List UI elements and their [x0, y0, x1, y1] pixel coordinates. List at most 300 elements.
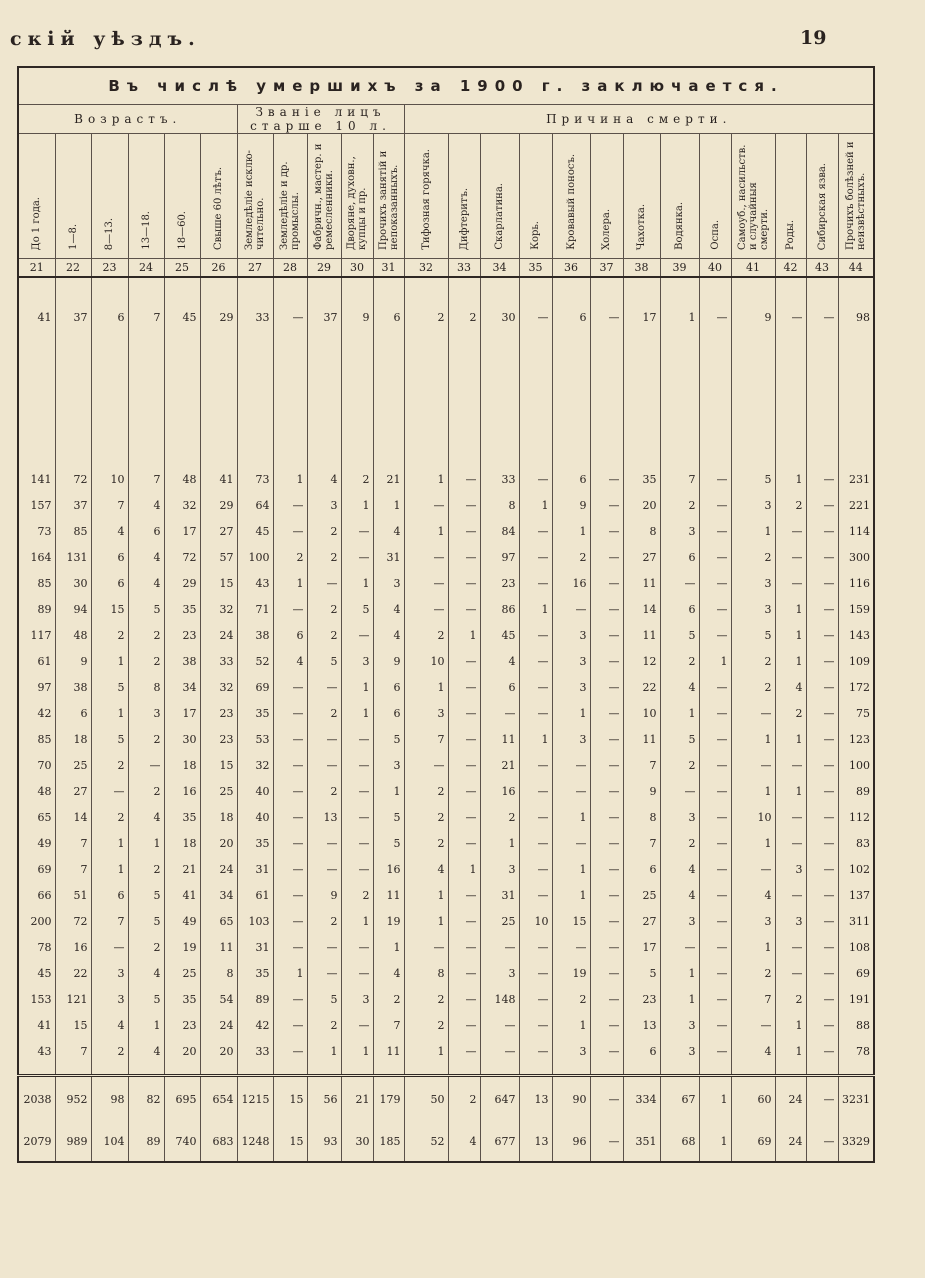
- table-cell: 3: [775, 908, 806, 934]
- table-cell: 16: [480, 778, 519, 804]
- table-cell: 1: [775, 596, 806, 622]
- table-cell: 40: [237, 778, 273, 804]
- table-cell: 1: [660, 700, 699, 726]
- table-cell: 41: [18, 277, 55, 356]
- table-row: [18, 778, 874, 804]
- table-cell: 23: [164, 1012, 200, 1038]
- table-cell: 4: [373, 518, 404, 544]
- table-cell: —: [307, 934, 341, 960]
- table-cell: 7: [731, 986, 775, 1012]
- table-cell: 23: [164, 622, 200, 648]
- column-number: 26: [200, 259, 237, 278]
- table-cell: —: [806, 778, 838, 804]
- table-cell: 4: [128, 960, 164, 986]
- table-cell: 13: [519, 1076, 552, 1122]
- table-cell: —: [480, 700, 519, 726]
- table-cell: 143: [838, 622, 874, 648]
- table-cell: 15: [55, 1012, 91, 1038]
- table-cell: 35: [237, 700, 273, 726]
- table-cell: 1: [273, 466, 307, 492]
- table-cell: 45: [164, 277, 200, 356]
- table-cell: —: [519, 570, 552, 596]
- table-cell: 23: [200, 700, 237, 726]
- column-number: 24: [128, 259, 164, 278]
- table-cell: 73: [18, 518, 55, 544]
- table-cell: —: [273, 674, 307, 700]
- table-cell: —: [806, 934, 838, 960]
- table-cell: 37: [307, 277, 341, 356]
- table-cell: 137: [838, 882, 874, 908]
- table-cell: —: [552, 830, 590, 856]
- table-cell: 21: [373, 466, 404, 492]
- table-cell: 4: [731, 1038, 775, 1064]
- table-cell: 2: [128, 934, 164, 960]
- table-cell: 3: [404, 700, 448, 726]
- spacer-row: [18, 356, 874, 466]
- table-cell: 5: [731, 466, 775, 492]
- table-cell: 1: [307, 1038, 341, 1064]
- table-cell: —: [590, 908, 623, 934]
- table-cell: —: [448, 908, 480, 934]
- table-cell: 1215: [237, 1076, 273, 1122]
- column-header: [164, 134, 200, 259]
- column-header-label: Скарлатина.: [494, 183, 505, 250]
- table-cell: 33: [480, 466, 519, 492]
- table-cell: 2: [91, 752, 128, 778]
- table-cell: 4: [128, 804, 164, 830]
- table-cell: —: [806, 986, 838, 1012]
- table-cell: —: [806, 700, 838, 726]
- table-cell: 1: [404, 518, 448, 544]
- table-cell: 7: [55, 1038, 91, 1064]
- table-cell: 3: [307, 492, 341, 518]
- table-cell: —: [590, 856, 623, 882]
- table-cell: 94: [55, 596, 91, 622]
- table-cell: 90: [552, 1076, 590, 1122]
- table-cell: 33: [200, 648, 237, 674]
- table-cell: 30: [164, 726, 200, 752]
- table-cell: 25: [623, 882, 660, 908]
- table-cell: —: [806, 752, 838, 778]
- table-cell: 5: [660, 622, 699, 648]
- table-cell: —: [307, 830, 341, 856]
- table-cell: 37: [55, 492, 91, 518]
- table-cell: 1: [404, 466, 448, 492]
- table-cell: 89: [838, 778, 874, 804]
- table-cell: 78: [18, 934, 55, 960]
- table-cell: 6: [273, 622, 307, 648]
- table-cell: 78: [838, 1038, 874, 1064]
- table-cell: 1: [273, 960, 307, 986]
- column-header: [373, 134, 404, 259]
- table-cell: —: [448, 596, 480, 622]
- table-cell: —: [660, 778, 699, 804]
- table-cell: —: [307, 752, 341, 778]
- table-cell: 3: [552, 622, 590, 648]
- table-cell: 4: [128, 544, 164, 570]
- table-cell: 3: [552, 674, 590, 700]
- table-row: [18, 1012, 874, 1038]
- table-cell: —: [519, 752, 552, 778]
- table-cell: —: [699, 492, 731, 518]
- table-cell: 18: [55, 726, 91, 752]
- table-cell: 9: [341, 277, 373, 356]
- table-cell: —: [806, 544, 838, 570]
- table-cell: 20: [623, 492, 660, 518]
- table-cell: —: [806, 1121, 838, 1162]
- table-cell: 4: [373, 622, 404, 648]
- table-cell: 85: [18, 726, 55, 752]
- table-row: [18, 960, 874, 986]
- column-header-label: Чахотка.: [636, 203, 647, 250]
- table-cell: 23: [623, 986, 660, 1012]
- table-cell: 7: [623, 752, 660, 778]
- column-header: [404, 134, 448, 259]
- table-cell: 4: [91, 1012, 128, 1038]
- table-cell: 65: [200, 908, 237, 934]
- table-cell: 97: [480, 544, 519, 570]
- table-cell: —: [806, 518, 838, 544]
- table-cell: 351: [623, 1121, 660, 1162]
- table-cell: 15: [273, 1121, 307, 1162]
- table-cell: 6: [552, 466, 590, 492]
- table-cell: 2: [404, 277, 448, 356]
- table-cell: 654: [200, 1076, 237, 1122]
- table-cell: —: [699, 622, 731, 648]
- table-cell: 69: [838, 960, 874, 986]
- table-cell: 2: [448, 1076, 480, 1122]
- table-cell: 71: [237, 596, 273, 622]
- table-cell: 89: [18, 596, 55, 622]
- table-cell: —: [404, 596, 448, 622]
- column-number: 30: [341, 259, 373, 278]
- table-cell: 3: [775, 856, 806, 882]
- table-cell: 13: [519, 1121, 552, 1162]
- table-cell: 25: [164, 960, 200, 986]
- table-row: [18, 830, 874, 856]
- table-cell: 1: [273, 570, 307, 596]
- table-cell: 10: [731, 804, 775, 830]
- table-cell: 1: [731, 518, 775, 544]
- table-cell: —: [341, 518, 373, 544]
- table-cell: 3: [480, 856, 519, 882]
- table-cell: 15: [91, 596, 128, 622]
- table-cell: —: [660, 934, 699, 960]
- table-cell: —: [806, 674, 838, 700]
- table-cell: 29: [200, 492, 237, 518]
- table-cell: 11: [480, 726, 519, 752]
- column-number: 40: [699, 259, 731, 278]
- table-cell: —: [91, 778, 128, 804]
- table-cell: 34: [200, 882, 237, 908]
- column-header: [55, 134, 91, 259]
- column-header: [806, 134, 838, 259]
- table-cell: 52: [404, 1121, 448, 1162]
- table-cell: —: [775, 277, 806, 356]
- table-cell: 11: [200, 934, 237, 960]
- table-cell: —: [519, 856, 552, 882]
- column-header-label: Кровавый поносъ.: [565, 154, 577, 250]
- table-cell: —: [590, 804, 623, 830]
- table-cell: 37: [55, 277, 91, 356]
- table-cell: 21: [164, 856, 200, 882]
- table-cell: 1: [552, 882, 590, 908]
- table-cell: 103: [237, 908, 273, 934]
- table-cell: 35: [164, 804, 200, 830]
- table-cell: —: [448, 466, 480, 492]
- table-cell: 11: [373, 1038, 404, 1064]
- table-row: [18, 622, 874, 648]
- table-cell: —: [590, 986, 623, 1012]
- table-cell: 15: [200, 570, 237, 596]
- table-cell: 2: [91, 622, 128, 648]
- table-cell: 35: [237, 960, 273, 986]
- table-cell: 38: [237, 622, 273, 648]
- column-number: 22: [55, 259, 91, 278]
- table-cell: 30: [55, 570, 91, 596]
- table-cell: 72: [164, 544, 200, 570]
- table-cell: 2: [341, 882, 373, 908]
- table-cell: —: [273, 596, 307, 622]
- table-cell: 4: [128, 1038, 164, 1064]
- table-cell: 3329: [838, 1121, 874, 1162]
- table-cell: —: [775, 544, 806, 570]
- table-cell: 6: [91, 277, 128, 356]
- table-cell: —: [806, 1012, 838, 1038]
- table-cell: —: [775, 882, 806, 908]
- table-cell: —: [699, 1012, 731, 1038]
- table-cell: —: [806, 492, 838, 518]
- table-cell: 740: [164, 1121, 200, 1162]
- table-cell: 2: [341, 466, 373, 492]
- table-cell: 1: [552, 518, 590, 544]
- table-cell: 1: [775, 726, 806, 752]
- table-cell: 7: [55, 856, 91, 882]
- table-cell: 2: [91, 804, 128, 830]
- table-cell: 7: [128, 277, 164, 356]
- table-cell: 4: [775, 674, 806, 700]
- table-cell: 9: [55, 648, 91, 674]
- table-cell: —: [448, 804, 480, 830]
- totals-row: [18, 1121, 874, 1162]
- table-cell: 13: [307, 804, 341, 830]
- table-cell: 84: [480, 518, 519, 544]
- table-cell: 20: [200, 1038, 237, 1064]
- table-cell: —: [590, 277, 623, 356]
- column-header: [660, 134, 699, 259]
- table-cell: —: [590, 492, 623, 518]
- table-cell: 21: [480, 752, 519, 778]
- table-cell: —: [590, 778, 623, 804]
- column-header: [775, 134, 806, 259]
- table-cell: —: [775, 830, 806, 856]
- table-cell: 121: [55, 986, 91, 1012]
- column-header: [307, 134, 341, 259]
- table-cell: —: [448, 544, 480, 570]
- table-cell: 69: [237, 674, 273, 700]
- table-cell: 57: [200, 544, 237, 570]
- table-cell: 3: [552, 1038, 590, 1064]
- table-cell: 2: [128, 622, 164, 648]
- column-header: [838, 134, 874, 259]
- mortality-table: [17, 66, 875, 1163]
- table-cell: 4: [373, 596, 404, 622]
- table-cell: —: [590, 1012, 623, 1038]
- table-cell: 2038: [18, 1076, 55, 1122]
- column-number: 28: [273, 259, 307, 278]
- table-cell: —: [519, 830, 552, 856]
- table-cell: —: [341, 726, 373, 752]
- table-cell: —: [806, 1076, 838, 1122]
- table-cell: 5: [128, 596, 164, 622]
- table-cell: 1: [552, 856, 590, 882]
- table-cell: —: [806, 570, 838, 596]
- table-cell: 6: [623, 856, 660, 882]
- column-header: [91, 134, 128, 259]
- table-cell: 2: [307, 596, 341, 622]
- table-cell: —: [806, 648, 838, 674]
- table-cell: 2: [731, 674, 775, 700]
- table-cell: 98: [838, 277, 874, 356]
- table-row: [18, 1038, 874, 1064]
- table-cell: —: [273, 518, 307, 544]
- table-row: [18, 544, 874, 570]
- table-cell: 38: [164, 648, 200, 674]
- table-cell: 2: [552, 544, 590, 570]
- table-cell: 1: [775, 466, 806, 492]
- table-cell: 2: [480, 804, 519, 830]
- table-cell: —: [590, 1076, 623, 1122]
- table-cell: 17: [623, 934, 660, 960]
- table-cell: 6: [373, 277, 404, 356]
- table-cell: 3: [660, 518, 699, 544]
- table-cell: 3: [731, 570, 775, 596]
- table-cell: 695: [164, 1076, 200, 1122]
- table-cell: —: [590, 726, 623, 752]
- column-header-label: Роды.: [785, 219, 796, 250]
- table-cell: 6: [480, 674, 519, 700]
- table-cell: —: [480, 1038, 519, 1064]
- column-header: [341, 134, 373, 259]
- table-cell: —: [519, 622, 552, 648]
- table-cell: —: [341, 856, 373, 882]
- table-cell: 34: [164, 674, 200, 700]
- table-cell: 2: [552, 986, 590, 1012]
- table-cell: —: [273, 856, 307, 882]
- column-number: 27: [237, 259, 273, 278]
- table-row: [18, 726, 874, 752]
- table-cell: 3: [341, 648, 373, 674]
- table-cell: 33: [237, 1038, 273, 1064]
- table-cell: 141: [18, 466, 55, 492]
- table-cell: 49: [18, 830, 55, 856]
- table-cell: —: [404, 570, 448, 596]
- table-cell: 2: [731, 544, 775, 570]
- table-cell: 68: [660, 1121, 699, 1162]
- table-cell: 683: [200, 1121, 237, 1162]
- table-cell: 221: [838, 492, 874, 518]
- column-header: [200, 134, 237, 259]
- table-cell: 100: [237, 544, 273, 570]
- table-cell: —: [590, 544, 623, 570]
- table-cell: 989: [55, 1121, 91, 1162]
- table-row: [18, 277, 874, 356]
- table-cell: —: [273, 277, 307, 356]
- table-cell: 1: [519, 596, 552, 622]
- table-cell: —: [699, 752, 731, 778]
- table-row: [18, 674, 874, 700]
- table-cell: 41: [18, 1012, 55, 1038]
- table-cell: 1: [341, 908, 373, 934]
- column-header-label: Прочихъ занятій и непоказанныхъ.: [377, 150, 400, 250]
- table-cell: 7: [660, 466, 699, 492]
- column-header-label: 13—18.: [140, 211, 152, 250]
- table-cell: 1: [91, 830, 128, 856]
- column-number: 23: [91, 259, 128, 278]
- table-cell: 5: [623, 960, 660, 986]
- table-cell: 31: [237, 856, 273, 882]
- table-cell: —: [699, 778, 731, 804]
- table-cell: 5: [373, 804, 404, 830]
- table-cell: —: [590, 882, 623, 908]
- column-number: 42: [775, 259, 806, 278]
- table-cell: —: [404, 544, 448, 570]
- table-cell: 153: [18, 986, 55, 1012]
- column-headers: [18, 134, 874, 259]
- table-cell: —: [590, 466, 623, 492]
- column-number: 39: [660, 259, 699, 278]
- column-header-label: Тифозная горячка.: [420, 149, 432, 250]
- table-cell: —: [699, 726, 731, 752]
- table-cell: 3: [660, 1038, 699, 1064]
- table-cell: —: [480, 1012, 519, 1038]
- table-cell: 19: [373, 908, 404, 934]
- table-cell: 15: [200, 752, 237, 778]
- table-cell: —: [806, 622, 838, 648]
- table-cell: 7: [623, 830, 660, 856]
- table-cell: 2: [731, 648, 775, 674]
- table-row: [18, 466, 874, 492]
- table-cell: 1: [775, 1012, 806, 1038]
- table-cell: 2: [404, 804, 448, 830]
- page-number: 19: [800, 27, 827, 49]
- table-row: [18, 752, 874, 778]
- table-cell: 2: [91, 1038, 128, 1064]
- table-cell: 69: [731, 1121, 775, 1162]
- table-cell: 8: [200, 960, 237, 986]
- column-header: [18, 134, 55, 259]
- column-header: [699, 134, 731, 259]
- table-cell: 3: [552, 648, 590, 674]
- table-cell: 112: [838, 804, 874, 830]
- table-cell: —: [590, 934, 623, 960]
- table-cell: —: [731, 700, 775, 726]
- table-cell: 23: [480, 570, 519, 596]
- page-header: [0, 0, 925, 60]
- table-cell: 12: [623, 648, 660, 674]
- table-cell: 6: [91, 570, 128, 596]
- column-number: 29: [307, 259, 341, 278]
- table-cell: 1: [404, 908, 448, 934]
- table-cell: 70: [18, 752, 55, 778]
- table-cell: 2: [660, 830, 699, 856]
- table-cell: 5: [307, 986, 341, 1012]
- table-cell: 2079: [18, 1121, 55, 1162]
- table-cell: 8: [623, 518, 660, 544]
- table-cell: —: [806, 596, 838, 622]
- table-row: [18, 570, 874, 596]
- table-cell: —: [519, 1012, 552, 1038]
